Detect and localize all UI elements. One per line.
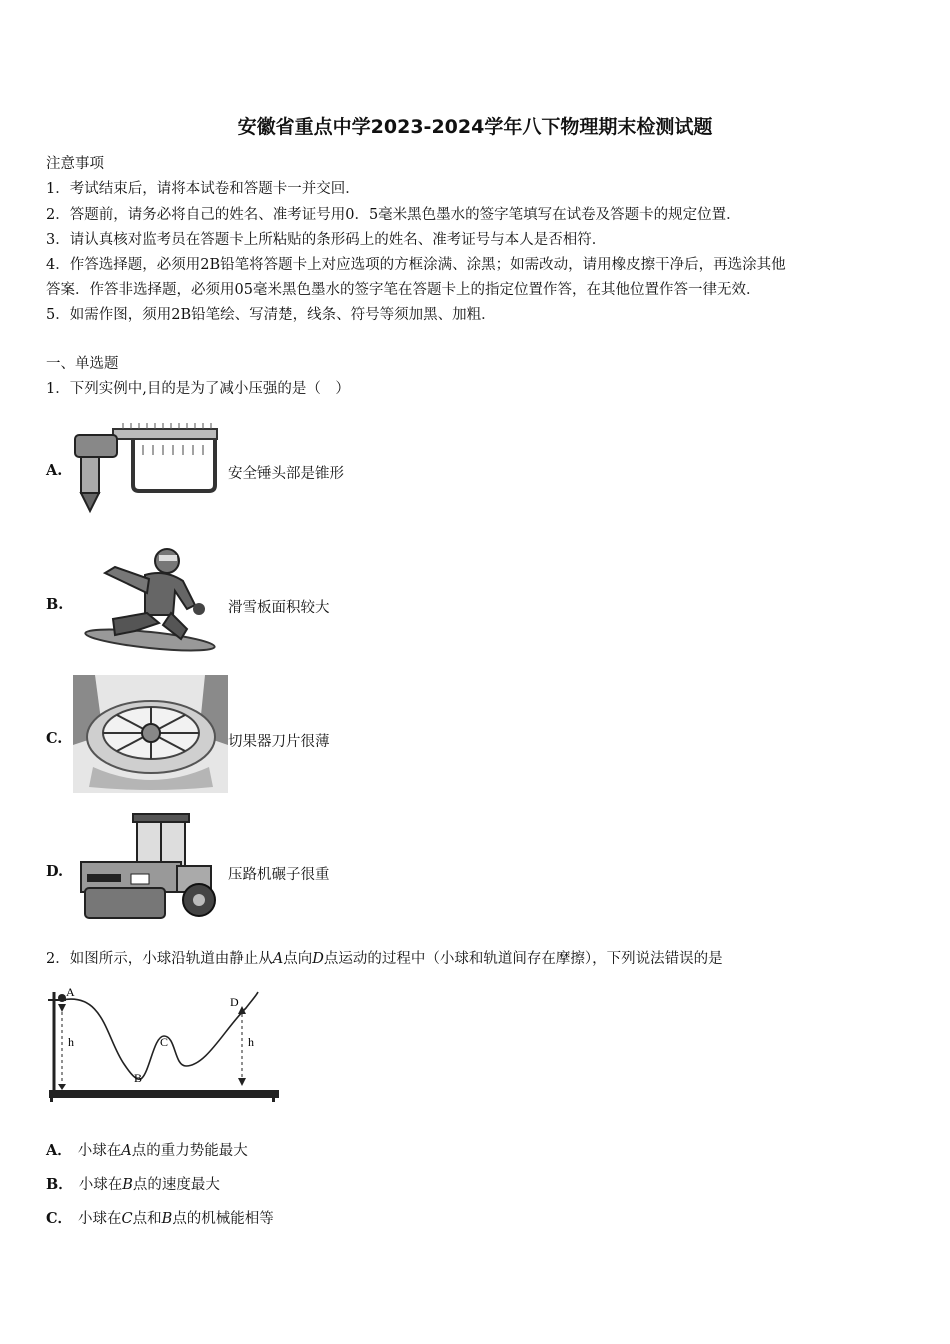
answer-c: [46, 1207, 274, 1228]
notice-heading: 注意事项: [46, 156, 104, 172]
question-1-stem: 1．下列实例中,目的是为了减小压强的是（ ）: [46, 381, 350, 397]
label-b: B: [134, 1071, 143, 1085]
section-heading: 一、单选题: [46, 356, 119, 372]
notice-item: 答案．作答非选择题，必须用05毫米黑色墨水的签字笔在答题卡上的指定位置作答，在其他位置作答一律无效．: [46, 282, 761, 298]
answer-var: A: [121, 1143, 132, 1159]
option-b-label: B.: [46, 596, 64, 613]
stem-text: 2．如图所示，小球沿轨道由静止从: [46, 951, 273, 967]
notice-item: 2．答题前，请务必将自己的姓名、准考证号用0．5毫米黑色墨水的签字笔填写在试卷及答题卡的规定位置．: [46, 207, 741, 223]
point-a: A: [272, 951, 284, 967]
answer-b: [46, 1173, 220, 1194]
answer-text: 点和: [132, 1211, 162, 1227]
option-d-text: 压路机碾子很重: [228, 867, 330, 883]
option-c-text: 切果器刀片很薄: [228, 734, 330, 750]
answer-label: B．: [46, 1176, 73, 1193]
fruit-cutter-icon: [73, 675, 228, 793]
answer-text: 点的机械能相等: [172, 1211, 274, 1227]
answer-text: 小球在: [77, 1143, 122, 1159]
option-a-text: 安全锤头部是锥形: [228, 466, 344, 482]
answer-var: B: [161, 1211, 173, 1227]
answer-var: B: [122, 1177, 133, 1193]
answer-text: 点的速度最大: [132, 1177, 220, 1193]
stem-text: 点向: [283, 951, 313, 967]
snowboarder-icon: [75, 545, 225, 653]
option-d-label: D.: [46, 863, 64, 880]
label-a: A: [66, 985, 75, 999]
answer-a: [46, 1139, 248, 1160]
question-2-stem: [46, 947, 723, 968]
road-roller-icon: [77, 810, 227, 922]
point-d: D: [312, 951, 324, 967]
option-a-label: A.: [46, 462, 63, 479]
safety-hammer-icon: [73, 415, 223, 515]
label-h-left: h: [68, 1035, 74, 1049]
track-diagram: [44, 978, 284, 1104]
answer-text: 小球在: [78, 1211, 122, 1227]
notice-item: 3．请认真核对监考员在答题卡上所粘贴的条形码上的姓名、准考证号与本人是否相符．: [46, 232, 607, 248]
notice-item: 4．作答选择题，必须用2B铅笔将答题卡上对应选项的方框涂满、涂黑；如需改动，请用橡皮擦干净后，再选涂其他: [46, 257, 786, 273]
answer-text: 点的重力势能最大: [131, 1143, 248, 1159]
answer-label: C．: [46, 1210, 73, 1227]
notice-item: 5．如需作图，须用2B铅笔绘、写清楚，线条、符号等须加黑、加粗．: [46, 307, 496, 323]
answer-text: 小球在: [78, 1177, 123, 1193]
answer-var: C: [121, 1211, 133, 1227]
notice-item: 1．考试结束后，请将本试卷和答题卡一并交回．: [46, 181, 360, 197]
label-c: C: [160, 1035, 169, 1049]
stem-text: 点运动的过程中（小球和轨道间存在摩擦），下列说法错误的是: [323, 951, 723, 967]
option-b-text: 滑雪板面积较大: [228, 600, 330, 616]
page-title: 安徽省重点中学2023-2024学年八下物理期末检测试题: [237, 116, 713, 138]
label-h-right: h: [248, 1035, 254, 1049]
answer-label: A．: [46, 1142, 72, 1159]
label-d: D: [230, 995, 239, 1009]
option-c-label: C.: [46, 730, 63, 747]
